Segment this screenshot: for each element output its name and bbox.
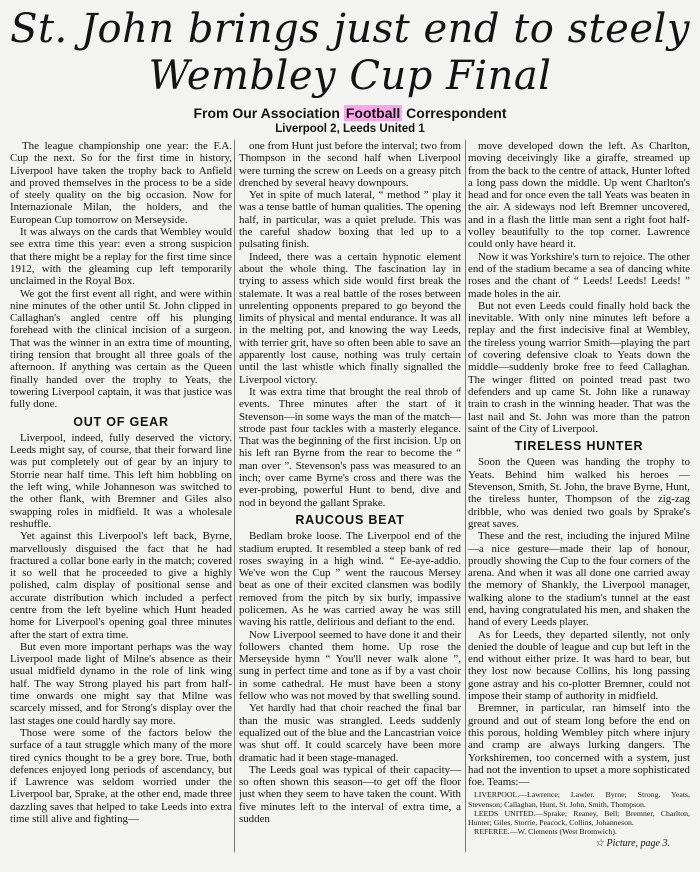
- crosshead: TIRELESS HUNTER: [514, 439, 644, 454]
- team-lineups: [468, 790, 690, 836]
- byline-suffix: Correspondent: [402, 105, 507, 121]
- article-paragraph: Bedlam broke loose. The Liverpool end of the stadium erupted. It resembled a steep bank of red roses swaying in a high wind. “ Ee-aye-addio. We've won the Cup ” went the raucous Mersey beat as one of their excited clansmen was bodily removed from the pitch by six burly, impassive policemen. As he was carried away he was still waving his rattle, delirious and defiant to the end.: [239, 530, 461, 629]
- article-paragraph: move developed down the left. As Charlton, moving deceivingly like a giraffe, streamed up from the back to the centre of attack, Hunter lofted a long pass down the middle. Up went Charlton's head and for once even the tall Yeats was beaten in the air. A sideways nod left Bremner uncovered, and in a flash the little man sent a right foot half-volley beautifully to the top corner. Lawrence could only have heard it.: [468, 140, 690, 251]
- column-1: [10, 140, 232, 852]
- referee: REFEREE.—W. Clements (West Bromwich).: [474, 827, 617, 837]
- article-paragraph: But not even Leeds could finally hold back the inevitable. With only nine minutes left before a replay and the first indecisive final at Wembley, the tireless young warrior Smith—playing the part of covering defensive cloak to Yeats down the middle—suddenly broke free to feed Callaghan. The winger flitted on pointed tread past two defenders and up came St. John like a runaway train to crash in the winning header. That was the last nail and St. John was more than the patron saint of the City of Liverpool.: [468, 299, 690, 435]
- article-paragraph: Now Liverpool seemed to have done it and their followers chanted them home. Up rose the Merseyside hymn “ You'll never walk alone ”, sung in perfect time and tone as if by a vast choir in some cathedral. He must have been a stony fellow who was not moved by that swelling sound.: [239, 628, 461, 703]
- headline-line-2: Wembley Cup Final: [148, 53, 552, 99]
- match-score: Liverpool 2, Leeds United 1: [275, 123, 425, 135]
- headline: [10, 6, 690, 100]
- article-paragraph: As for Leeds, they departed silently, not only denied the double of league and cup but left in the end without either prize. It was hard to bear, but they lost now because Collins, his long passing gone astray and his co-plotter Bremner, could not impose their stamp of authority in midfield.: [468, 628, 690, 703]
- article-paragraph: Bremner, in particular, ran himself into the ground and out of steam long before the end on this porous, holding Wembley pitch where injury and cramp are always lurking dangers. The Yorkshiremen, too concerned with a system, just had not the invention to upset a more sophisticated foe. Teams:—: [468, 702, 690, 789]
- article-paragraph: These and the rest, including the injured Milne—a nice gesture—made their lap of honour, proudly showing the Cup to the four corners of the arena. And when it was all done one carried away the memory of Shankly, the Liverpool manager, walking alone to the stadium's tunnel at the east end, having congratulated his men, and shaken the hand of every Leeds player.: [468, 530, 690, 629]
- picture-reference: ☆ Picture, page 3.: [595, 838, 670, 850]
- team-leeds: LEEDS UNITED.—Sprake; Reaney, Bell; Bremner, Charlton, Hunter; Giles, Storrie, Peacock, Collins, Johanneson.: [468, 808, 690, 828]
- article-paragraph: We got the first event all right, and were within nine minutes of the other until St. John clipped in Callaghan's angled centre off his plunging forehead with the clinical incision of a surgeon. That was the winner in an extra time of mounting, tiring tension that brought all three goals of the afternoon. If anything was certain as the Queen finally handed over the trophy to Yeats, the towering Liverpool captain, it was that justice was fully done.: [10, 287, 232, 411]
- team-liverpool: LIVERPOOL.—Lawrence; Lawler, Byrne; Strong, Yeats, Stevenson; Callaghan, Hunt, St. John, Smith, Thompson.: [468, 790, 690, 809]
- article-paragraph: Those were some of the factors below the surface of a taut struggle which many of the more tired cynics thought to be a grey bore. True, both defences enjoyed long periods of ascendancy, but if Lawrence was seldom worried under the Liverpool bar, Sprake, at the other end, made three dazzling saves that helped to take Leeds into extra time still alive and fighting—: [10, 726, 232, 826]
- crosshead: RAUCOUS BEAT: [295, 512, 405, 527]
- column-rule: [465, 140, 466, 852]
- article-paragraph: Yet against this Liverpool's left back, Byrne, marvellously disguised the fact that he had fractured a collar bone early in the match; covered it so well that he proceeded to give a highly polished, calm display of positional sense and accurate distribution which included a perfect centre from the left byeline which Hunt headed home for Liverpool's opening goal three minutes after the start of extra time.: [10, 530, 232, 641]
- byline: [10, 104, 690, 122]
- article-paragraph: It was always on the cards that Wembley would see extra time this year: even a strong suspicion that there might be a replay for the first time since 1912, with the gleaming cup left temporarily unclaimed in the Royal Box.: [10, 226, 232, 288]
- article-paragraph: Yet hardly had that choir reached the final bar than the music was strangled. Leeds suddenly equalized out of the blue and the Lancastrian voice was shut off. It could scarcely have been more dramatic had it been stage-managed.: [239, 702, 461, 764]
- column-3-body: [468, 140, 690, 788]
- article-paragraph: Indeed, there was a certain hypnotic element about the whole thing. The fascination lay in trying to assess which side would first break the stalemate. It was a real battle of the roses between unrelenting opponents prepared to go beyond the limits of physical and mental endurance. It was all in the melting pot, and knowing the way Leeds, with terrier grit, have so often been able to save an apparently lost cause, nothing was truly certain until the last whistle which finally signalled the Liverpool victory.: [239, 250, 461, 386]
- article-paragraph: Now it was Yorkshire's turn to rejoice. The other end of the stadium became a sea of dancing white roses and the chant of “ Leeds! Leeds! Leeds! ” made holes in the air.: [468, 250, 690, 300]
- article-paragraph: one from Hunt just before the interval; two from Thompson in the second half when Liverpool were turning the screw on Leeds on a greasy pitch drenched by several heavy downpours.: [239, 140, 461, 189]
- article-paragraph: Yet in spite of much lateral, “ method ” play it was a tense battle of human qualities. The opening half, in particular, was a quiet prelude. This was the careful shadow boxing that led up to a pulsating finish.: [239, 189, 461, 251]
- column-2: [239, 140, 461, 852]
- headline-line-1: St. John brings just end to steely: [10, 6, 690, 52]
- crosshead: OUT OF GEAR: [73, 414, 169, 429]
- article-paragraph: But even more important perhaps was the way Liverpool made light of Milne's absence as their usual midfield dynamo in the role of link wing half. The way Strong played his part from half-time onwards one might say that Milne was scarcely missed, and for Strong's display over the last stages one could hardly say more.: [10, 640, 232, 727]
- article-paragraph: It was extra time that brought the real throb of events. Three minutes after the start of it Stevenson—in some ways the man of the match—strode past four tackles with a masterly elegance. That was the beginning of the first incision. Up on his left ran Byrne from the rear to become the “ man over ”. Stevenson's pass was measured to an inch; over came Byrne's cross and there was the ever-probing, powerful Hunt to bend, dive and nod in beyond the gallant Sprake.: [239, 385, 461, 509]
- byline-prefix: From Our Association: [193, 105, 344, 121]
- column-rule: [234, 140, 235, 852]
- article-paragraph: The league championship one year: the F.A. Cup the next. So for the first time in history, Liverpool have taken the trophy back to Anfield and proved themselves in the process to be a side of steely quality on the big occasion. Now for Internazionale Milan, the holders, and the European Cup tomorrow on Merseyside.: [10, 140, 232, 226]
- article-paragraph: Soon the Queen was handing the trophy to Yeats. Behind him walked his heroes —Stevenson, Smith, St. John, the brave Byrne, Hunt, the tireless hunter, Thompson of the zig-zag dribble, who was denied two goals by Sprake's great saves.: [468, 456, 690, 530]
- article-paragraph: The Leeds goal was typical of their capacity—so often shown this season—to get off the floor just when they seem to have taken the count. With five minutes left to the interval of extra time, a sudden: [239, 763, 461, 826]
- article-body: [10, 140, 690, 852]
- highlighted-search-term: Football: [345, 105, 401, 121]
- column-3: [468, 140, 690, 852]
- article-paragraph: Liverpool, indeed, fully deserved the victory. Leeds might say, of course, that their forward line was put completely out of gear by an injury to Storrie near half time. This left him hobbling on the left wing, while Johanneson was switched to the other flank, with Bremner and Giles also swapping roles in midfield. It was a wholesale reshuffle.: [10, 431, 232, 530]
